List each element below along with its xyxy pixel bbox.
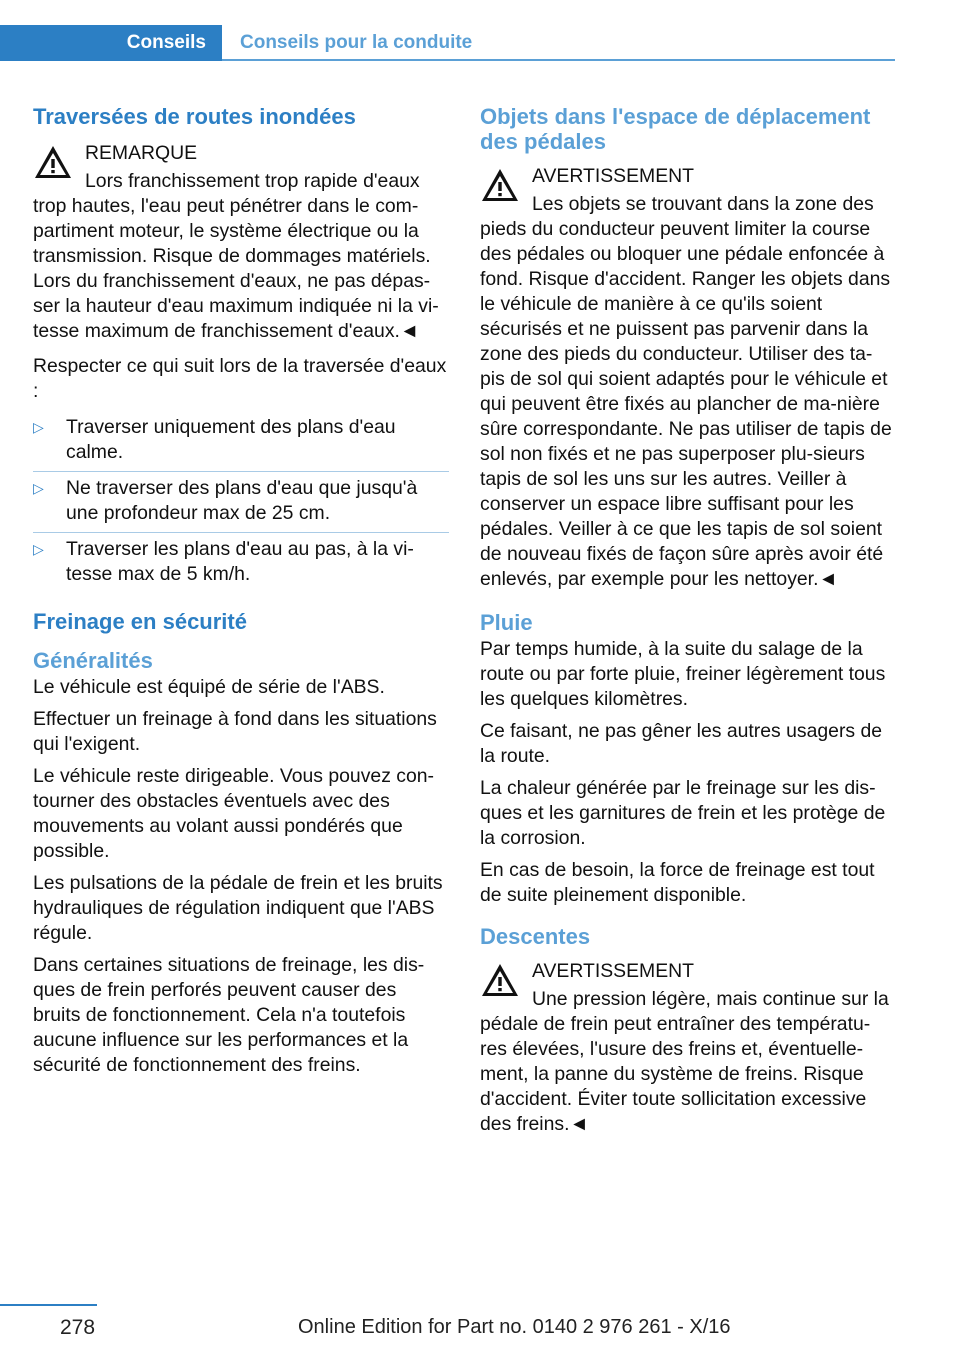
warning-heading: AVERTISSEMENT	[532, 165, 694, 187]
triangle-bullet-icon: ▷	[33, 419, 44, 435]
paragraph: Effectuer un freinage à fond dans les situations qui l'exigent.	[33, 708, 437, 755]
warning-block-flood	[33, 133, 449, 344]
paragraph: Ce faisant, ne pas gêner les autres usagers de la route.	[480, 720, 883, 767]
tab-conseils-conduite[interactable]	[240, 25, 472, 61]
section-title-braking: Freinage en sécurité	[33, 609, 247, 634]
warning-triangle-icon	[33, 143, 73, 183]
footer-divider	[0, 1304, 97, 1306]
header-divider	[222, 59, 895, 61]
warning-text: Une pression légère, mais continue sur la pédale de frein peut entraîner des températu-res élevées, l'usure des freins et, éventuelle-ment, la panne du système de freins. Risque d'accident. Éviter toute sollicitation excessive des freins.◄	[480, 988, 889, 1135]
paragraph: Par temps humide, à la suite du salage de la route ou par forte pluie, freiner légèrement tous les quelques kilomètres.	[480, 638, 886, 710]
section-title-flood: Traversées de routes inondées	[33, 104, 356, 129]
triangle-bullet-icon: ▷	[33, 480, 44, 496]
list-item: ▷ Traverser les plans d'eau au pas, à la vi-tesse max de 5 km/h.	[33, 538, 414, 585]
left-column	[33, 104, 449, 1085]
warning-block-descents	[480, 951, 896, 1137]
paragraph: Le véhicule est équipé de série de l'ABS.	[33, 676, 385, 698]
tab-conseils[interactable]	[0, 25, 222, 61]
section-title-objects: Objets dans l'espace de déplacement des pédales	[480, 104, 871, 154]
warning-text: Lors franchissement trop rapide d'eaux trop hautes, l'eau peut pénétrer dans le com-partiment moteur, le système électrique ou la transmission. Risque de dommages matériels. Lors du franchissement d'eaux, ne pas dépas-ser la hauteur d'eau maximum indiquée ni la vi-tesse maximum de franchissement d'eaux.◄	[33, 170, 439, 342]
paragraph: La chaleur générée par le freinage sur les dis-ques et les garnitures de frein et les protège de la corrosion.	[480, 777, 886, 849]
tab-conseils-label: Conseils	[126, 32, 206, 53]
warning-text: Les objets se trouvant dans la zone des pieds du conducteur peuvent limiter la course des pédales ou bloquer une pédale enfoncée à fond. Risque d'accident. Ranger les objets dans le véhicule de manière à ce qu'ils soient sécurisés et ne puissent pas parvenir dans la zone des pieds du conducteur. Utiliser des ta-pis de sol qui soient adaptés pour le véhicule et qui peuvent être fixés au plancher de ma-nière sûre correspondante. Ne pas utiliser de tapis de sol non fixés et ne pas superposer plu-sieurs tapis de sol les uns sur les autres. Veiller à conserver un espace libre suffisant pour les pédales. Veiller à ce que les tapis de sol soient de nouveau fixés de façon sûre après avoir été enlevés, par exemple pour les nettoyer.◄	[480, 193, 892, 590]
paragraph: Les pulsations de la pédale de frein et les bruits hydrauliques de régulation indiquent que l'ABS régule.	[33, 872, 443, 944]
flood-steps-list	[33, 411, 449, 593]
subsection-title-general: Généralités	[33, 648, 153, 673]
paragraph: En cas de besoin, la force de freinage est tout de suite pleinement disponible.	[480, 859, 875, 906]
subsection-title-rain: Pluie	[480, 610, 533, 635]
warning-triangle-icon	[480, 166, 520, 206]
tab-conseils-conduite-label: Conseils pour la conduite	[240, 32, 473, 53]
list-item: ▷ Traverser uniquement des plans d'eau calme.	[33, 411, 449, 472]
paragraph: Le véhicule reste dirigeable. Vous pouvez con-tourner des obstacles éventuels avec des mouvements au volant aussi pondérés que possible.	[33, 765, 434, 862]
triangle-bullet-icon: ▷	[33, 541, 44, 557]
warning-heading: REMARQUE	[85, 142, 198, 164]
warning-block-objects	[480, 156, 896, 592]
warning-triangle-icon	[480, 961, 520, 1001]
warning-heading: AVERTISSEMENT	[532, 960, 694, 982]
flood-intro: Respecter ce qui suit lors de la traversée d'eaux :	[33, 355, 447, 402]
page-header	[0, 25, 895, 61]
list-item: ▷ Ne traverser des plans d'eau que jusqu'à une profondeur max de 25 cm.	[33, 472, 449, 533]
edition-note: Online Edition for Part no. 0140 2 976 261 - X/16	[298, 1316, 731, 1338]
right-column	[480, 104, 896, 1147]
subsection-title-descents: Descentes	[480, 924, 591, 949]
page-number: 278	[60, 1316, 96, 1339]
paragraph: Dans certaines situations de freinage, les dis-ques de frein perforés peuvent causer des bruits de fonctionnement. Cela n'a toutefois aucune influence sur les performances et la sécurité de fonctionnement des freins.	[33, 954, 425, 1076]
